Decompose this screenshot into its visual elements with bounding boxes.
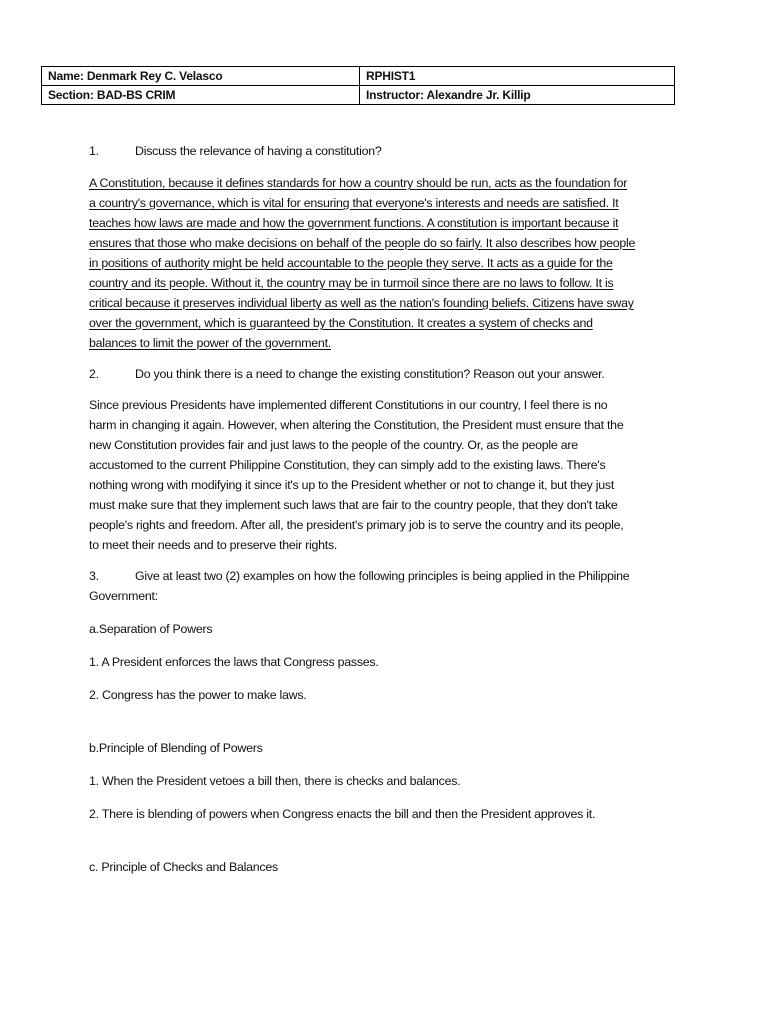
header-row-1 [42, 67, 675, 86]
section-b-item: 2. There is blending of powers when Congress enacts the bill and then the President approves it. [89, 807, 596, 821]
section-cell: Section: BAD-BS CRIM [42, 86, 360, 105]
answer-1-line: ensures that those who make decisions on behalf of the people do so fairly. It also describes how people [89, 236, 636, 250]
header-table [41, 66, 675, 105]
answer-2-line: accustomed to the current Philippine Constitution, they can simply add to the existing laws. There's [89, 458, 606, 472]
question-2-number: 2. [89, 367, 99, 381]
answer-2-line: harm in changing it again. However, when altering the Constitution, the President must ensure that the [89, 418, 624, 432]
answer-2-line: must make sure that they implement such laws that are fair to the country people, that they don't take [89, 498, 618, 512]
student-name-cell: Name: Denmark Rey C. Velasco [42, 67, 360, 86]
answer-1-line: in positions of authority might be held accountable to the people they serve. It acts as a guide for the [89, 256, 613, 270]
question-1 [89, 141, 677, 161]
document-body [89, 141, 677, 877]
answer-1-line: balances to limit the power of the government. [89, 336, 331, 350]
section-a-item: 2. Congress has the power to make laws. [89, 688, 307, 702]
answer-1-line: country and its people. Without it, the country may be in turmoil since there are no laws to follow. It is [89, 276, 614, 290]
section-a-title: a.Separation of Powers [89, 622, 213, 636]
answer-2-line: people's rights and freedom. After all, the president's primary job is to serve the country and its people, [89, 518, 624, 532]
question-3 [89, 566, 677, 586]
header-row-2 [42, 86, 675, 105]
section-b-item: 1. When the President vetoes a bill then, there is checks and balances. [89, 774, 461, 788]
answer-2-line: new Constitution provides fair and just laws to the people of the country. Or, as the people are [89, 438, 578, 452]
question-1-number: 1. [89, 144, 99, 158]
answer-1-line: teaches how laws are made and how the government functions. A constitution is important because it [89, 216, 619, 230]
question-2 [89, 364, 677, 384]
answer-1 [89, 173, 677, 353]
answer-1-line: critical because it preserves individual liberty as well as the nation's founding beliefs. Citizens have sway [89, 296, 634, 310]
section-c-title: c. Principle of Checks and Balances [89, 860, 278, 874]
section-b-title: b.Principle of Blending of Powers [89, 741, 263, 755]
answer-2 [89, 395, 677, 555]
question-1-text: Discuss the relevance of having a constitution? [135, 144, 382, 158]
question-3-text: Give at least two (2) examples on how the following principles is being applied in the Philippine [135, 569, 630, 583]
answer-1-line: a country's governance, which is vital for ensuring that everyone's interests and needs are satisfied. It [89, 196, 619, 210]
answer-2-line: Since previous Presidents have implemented different Constitutions in our country, I feel there is no [89, 398, 608, 412]
section-a-item: 1. A President enforces the laws that Congress passes. [89, 655, 379, 669]
course-code-cell: RPHIST1 [360, 67, 675, 86]
answer-2-line: nothing wrong with modifying it since it's up to the President whether or not to change it, but they just [89, 478, 615, 492]
question-3-text-continued: Government: [89, 589, 158, 603]
instructor-cell: Instructor: Alexandre Jr. Killip [360, 86, 675, 105]
question-2-text: Do you think there is a need to change the existing constitution? Reason out your answer. [135, 367, 605, 381]
answer-2-line: to meet their needs and to preserve their rights. [89, 538, 338, 552]
answer-1-line: A Constitution, because it defines standards for how a country should be run, acts as the foundation for [89, 176, 628, 190]
answer-1-line: over the government, which is guaranteed by the Constitution. It creates a system of checks and [89, 316, 593, 330]
question-3-number: 3. [89, 569, 99, 583]
